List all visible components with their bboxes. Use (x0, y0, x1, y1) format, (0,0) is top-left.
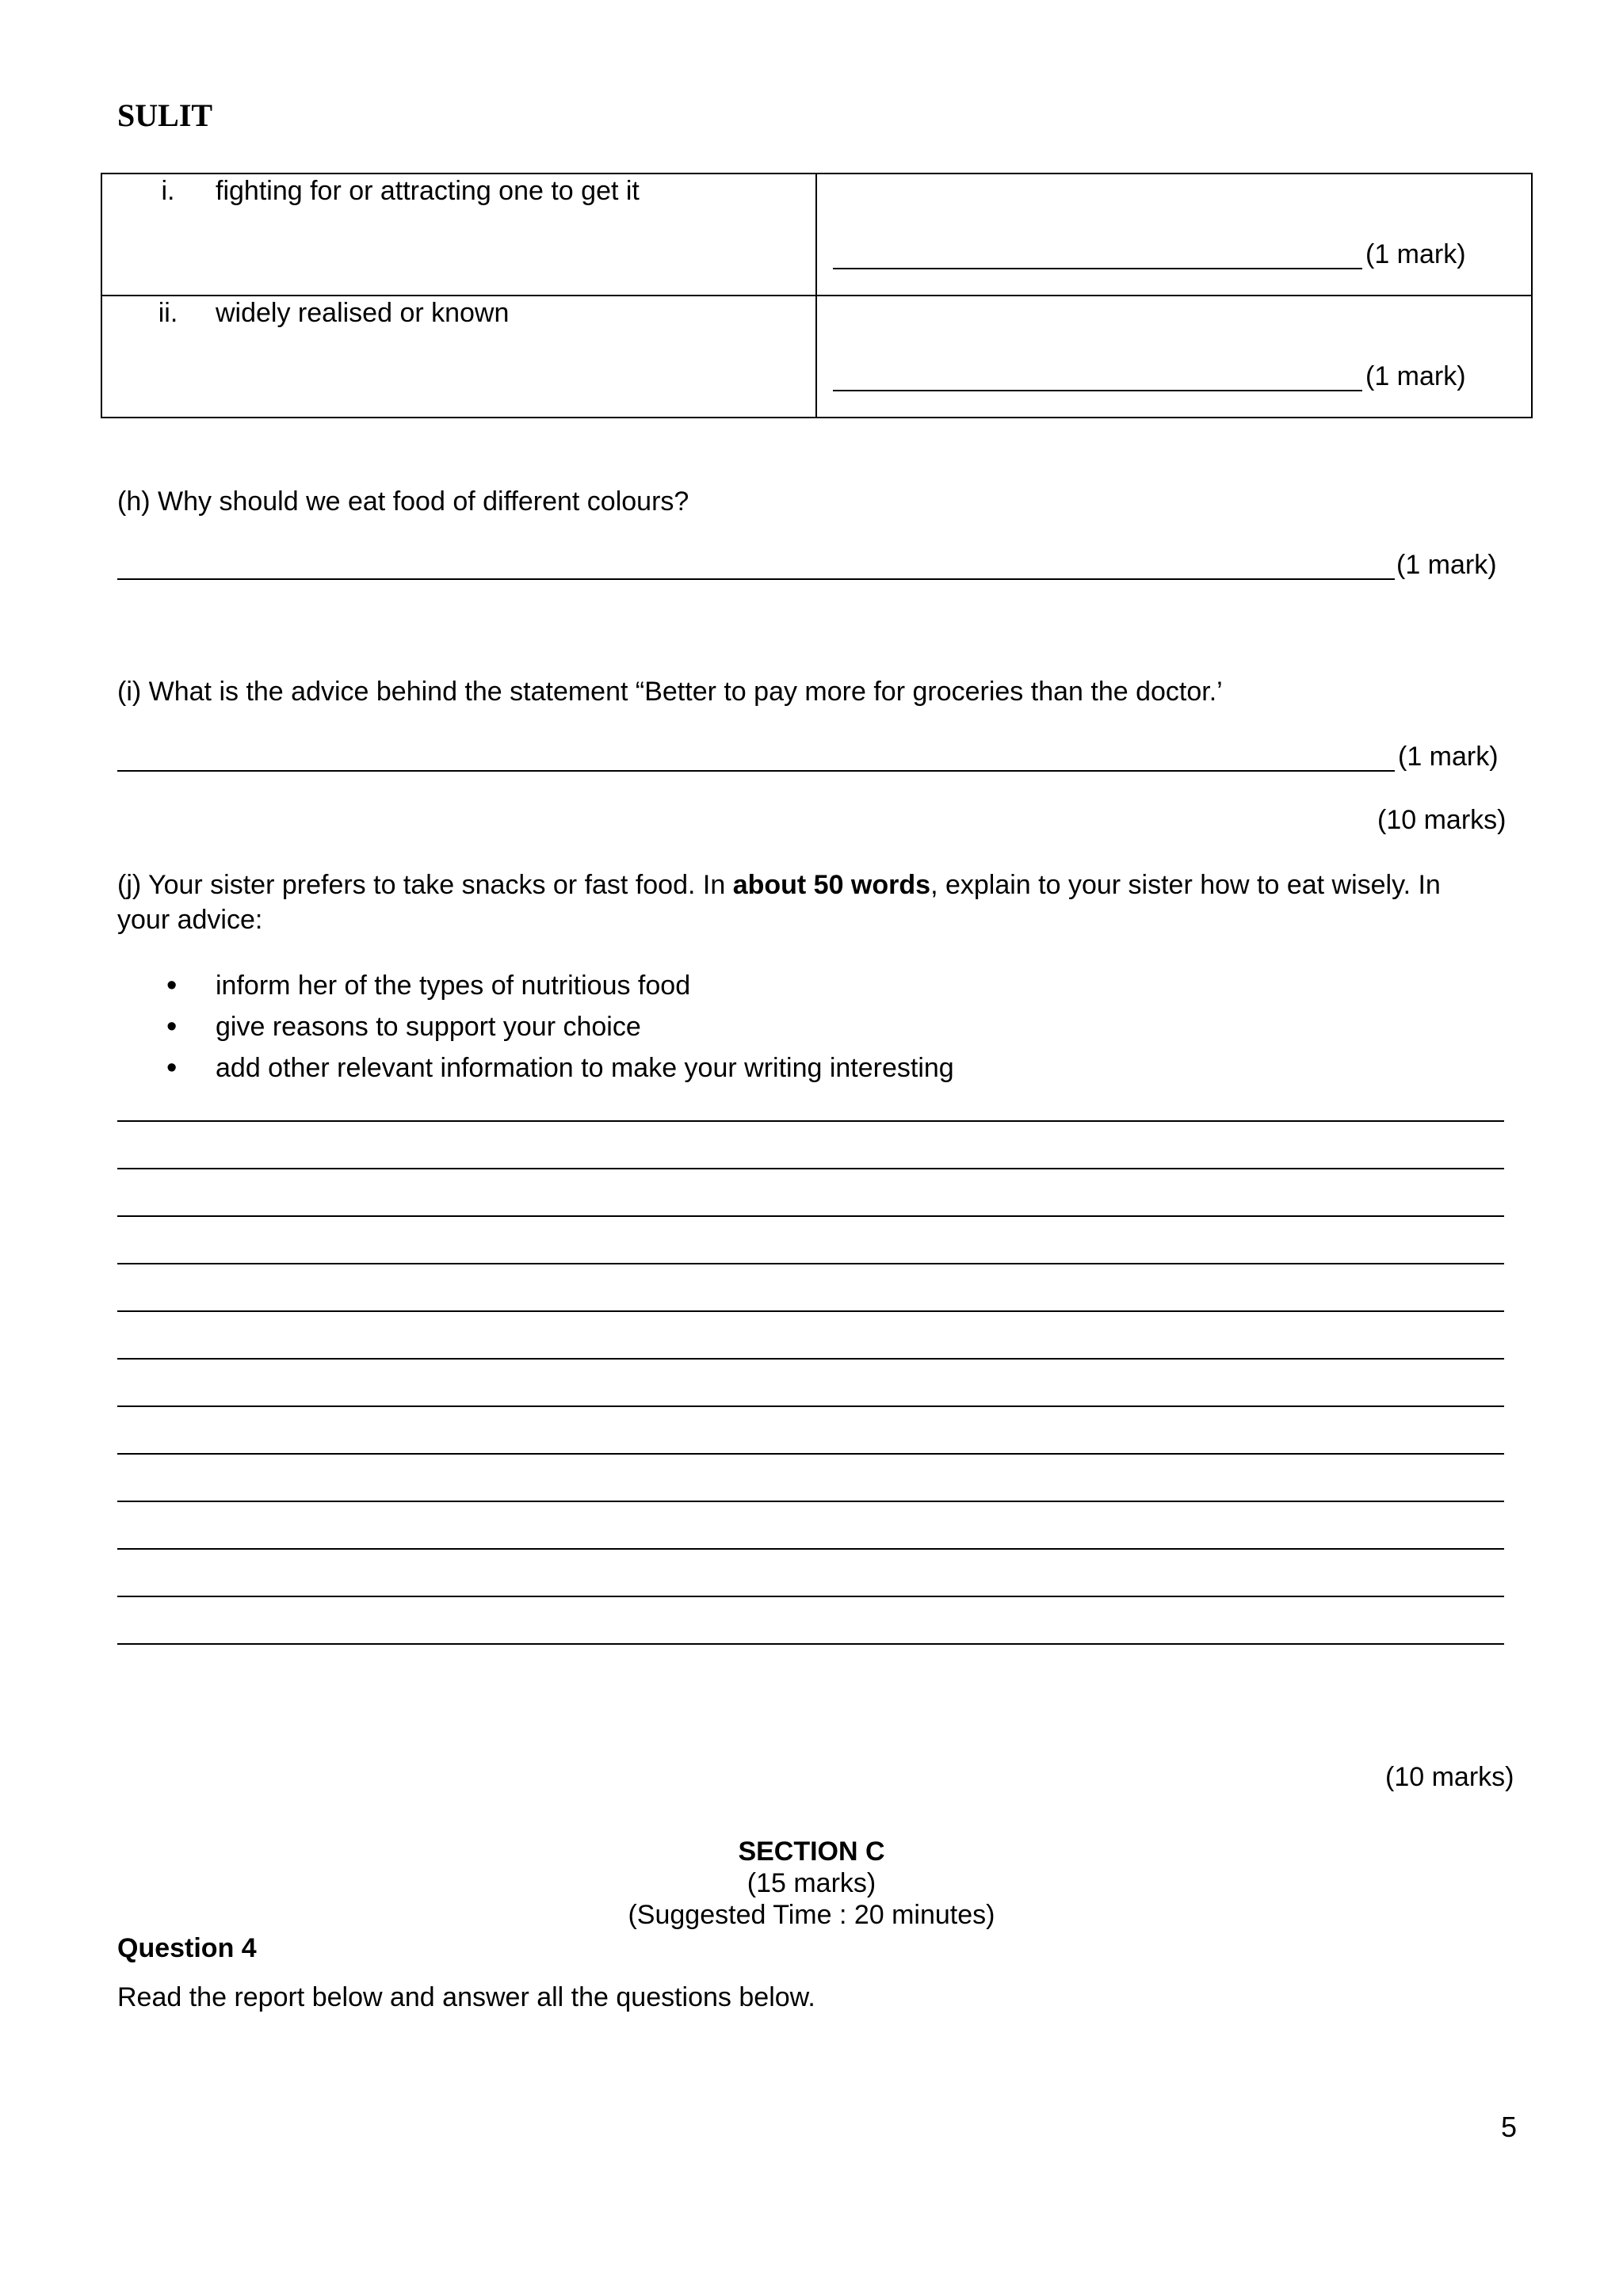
writing-line[interactable] (117, 1643, 1504, 1645)
writing-line[interactable] (117, 1453, 1504, 1455)
advice-list (158, 965, 954, 1089)
mark-label: (1 mark) (1365, 239, 1466, 269)
question-j-text-cont: , explain to your sister how to eat wisely. In (930, 870, 1441, 900)
answer-line-i[interactable] (117, 770, 1395, 772)
marks-total: (10 marks) (1385, 1762, 1514, 1792)
table-row (101, 296, 1532, 418)
page-header: SULIT (117, 97, 213, 133)
writing-line[interactable] (117, 1501, 1504, 1502)
question-title: Question 4 (117, 1933, 257, 1963)
mark-label-i: (1 mark) (1398, 742, 1499, 772)
section-title: SECTION C (738, 1836, 885, 1867)
writing-line[interactable] (117, 1215, 1504, 1217)
writing-line[interactable] (117, 1263, 1504, 1264)
marks-total: (10 marks) (1377, 805, 1507, 835)
section-marks: (15 marks) (747, 1868, 876, 1898)
answer-cell[interactable] (816, 296, 1532, 418)
answer-line[interactable] (833, 390, 1362, 391)
vocabulary-table (101, 173, 1533, 418)
answer-line-h[interactable] (117, 578, 1395, 580)
row-number: i. (161, 176, 175, 206)
mark-label: (1 mark) (1365, 361, 1466, 391)
question-j-text: (j) Your sister prefers to take snacks or fast food. In (117, 870, 733, 900)
question-instruction: Read the report below and answer all the questions below. (117, 1982, 815, 2012)
question-i: (i) What is the advice behind the statement “Better to pay more for groceries than the doctor.’ (117, 677, 1223, 707)
answer-line[interactable] (833, 268, 1362, 269)
question-j-emphasis: about 50 words (732, 870, 931, 900)
question-j-line2: your advice: (117, 905, 263, 935)
answer-cell[interactable] (816, 174, 1532, 296)
list-item: • inform her of the types of nutritious food (158, 965, 954, 1006)
question-j (117, 870, 1441, 901)
section-time: (Suggested Time : 20 minutes) (628, 1900, 995, 1930)
writing-line[interactable] (117, 1548, 1504, 1550)
writing-line[interactable] (117, 1120, 1504, 1122)
writing-line[interactable] (117, 1596, 1504, 1597)
page-number: 5 (1501, 2111, 1518, 2143)
row-definition: widely realised or known (216, 298, 510, 328)
row-number: ii. (158, 298, 178, 328)
row-definition: fighting for or attracting one to get it (216, 176, 640, 206)
table-row (101, 174, 1532, 296)
list-item: • add other relevant information to make your writing interesting (158, 1047, 954, 1089)
writing-line[interactable] (117, 1310, 1504, 1312)
question-h: (h) Why should we eat food of different colours? (117, 486, 689, 517)
writing-line[interactable] (117, 1168, 1504, 1169)
mark-label-h: (1 mark) (1396, 550, 1497, 580)
list-item: • give reasons to support your choice (158, 1006, 954, 1047)
writing-line[interactable] (117, 1405, 1504, 1407)
writing-line[interactable] (117, 1358, 1504, 1360)
